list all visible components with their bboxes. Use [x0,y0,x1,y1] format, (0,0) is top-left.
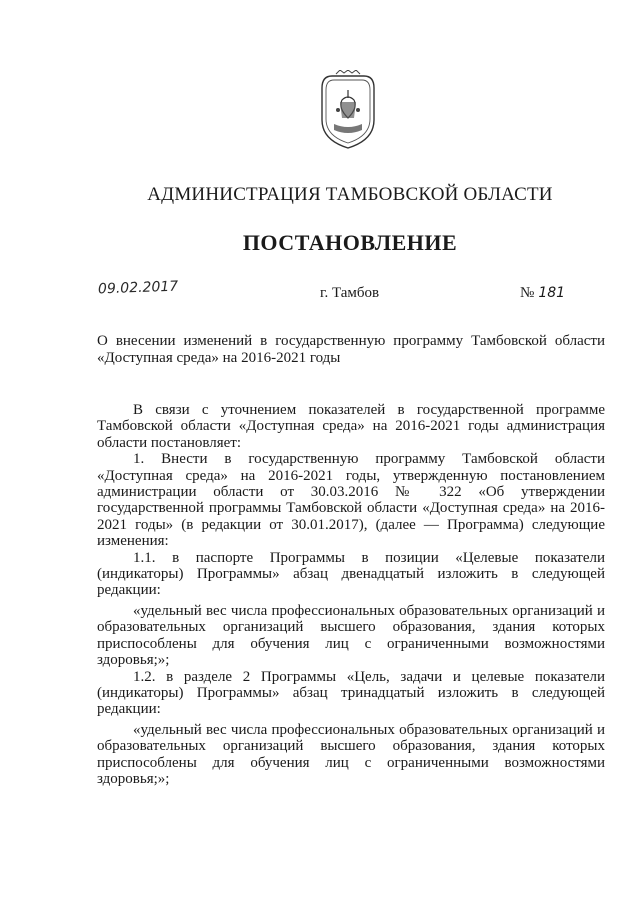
paragraph-quote-1: «удельный вес числа профессиональных образовательных организаций и образовательных организаций высшего образования, здания которых приспособлены для обучения лиц с ограниченными возможностями здоровья;»; [97,602,605,669]
paragraph-item-1-1: 1.1. в паспорте Программы в позиции «Целевые показатели (индикаторы) Программы» абзац двенадцатый изложить в следующей редакции: [97,549,605,599]
number-label: № [520,285,535,301]
paragraph-intro: В связи с уточнением показателей в государственной программе Тамбовской области «Доступная среда» на 2016-2021 годы администрация области постановляет: [97,402,605,451]
number-value: 181 [538,285,566,301]
document-body [97,402,605,787]
document-date: 09.02.2017 [97,278,179,298]
coat-of-arms-emblem [318,70,378,150]
document-city: г. Тамбов [320,285,380,301]
document-title: О внесении изменений в государственную программу Тамбовской области «Доступная среда» на 2016-2021 годы [97,333,605,366]
paragraph-item-1-2: 1.2. в разделе 2 Программы «Цель, задачи и целевые показатели (индикаторы) Программы» абзац тринадцатый изложить в следующей редакции: [97,668,605,718]
paragraph-quote-2: «удельный вес числа профессиональных образовательных организаций и образовательных организаций высшего образования, здания которых приспособлены для обучения лиц с ограниченными возможностями здоровья;»; [97,721,605,787]
document-number [520,285,565,302]
paragraph-item-1: 1. Внести в государственную программу Тамбовской области «Доступная среда» на 2016-2021 годы, утвержденную постановлением администрации области от 30.03.2016 № 322 «Об утверждении государственной программы Тамбовской области «Доступная среда» на 2016-2021 годы» (в редакции от 30.01.2017), (далее — Программа) следующие изменения: [97,451,605,550]
organization-name: АДМИНИСТРАЦИЯ ТАМБОВСКОЙ ОБЛАСТИ [147,184,553,205]
document-type: ПОСТАНОВЛЕНИЕ [242,230,458,255]
